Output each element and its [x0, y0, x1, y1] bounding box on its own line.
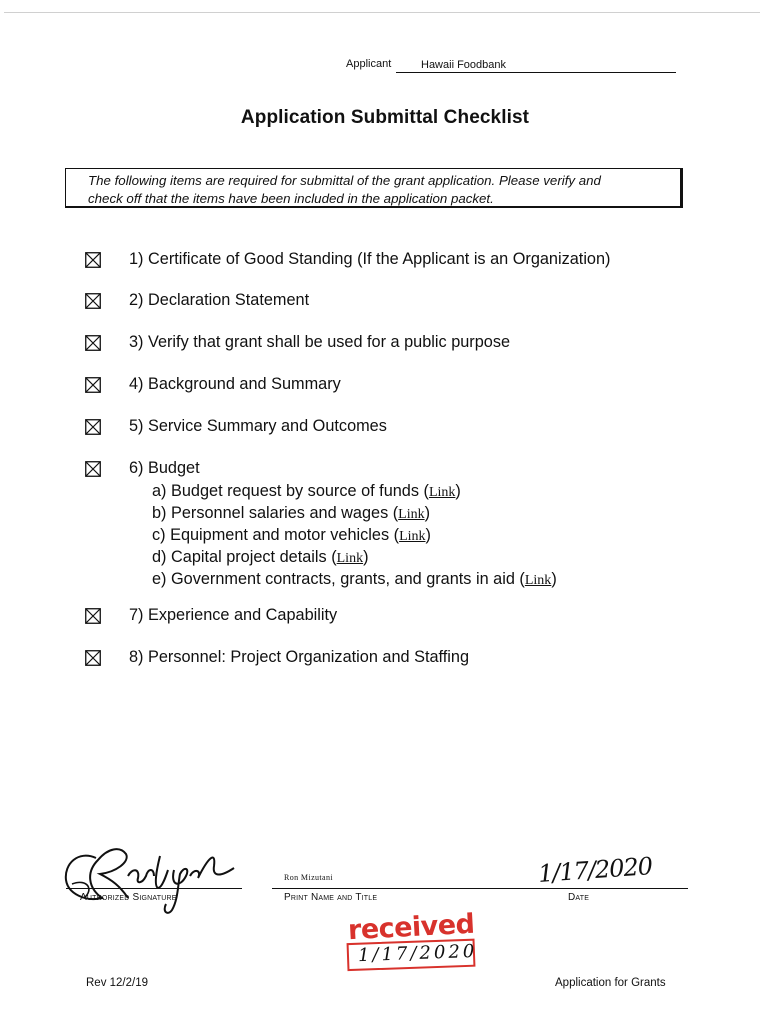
- checklist-item-label: 8) Personnel: Project Organization and Staffing: [129, 648, 469, 666]
- budget-subitem-label: c) Equipment and motor vehicles: [152, 526, 390, 544]
- budget-subitem-link[interactable]: Link: [336, 551, 364, 566]
- budget-subitem: d) Capital project details (Link): [152, 548, 369, 566]
- budget-subitem-link[interactable]: Link: [428, 485, 456, 500]
- budget-subitem-label: a) Budget request by source of funds: [152, 482, 419, 500]
- budget-subitem: c) Equipment and motor vehicles (Link): [152, 526, 431, 544]
- handwritten-signature-icon: [58, 828, 238, 918]
- checklist-item-label: 4) Background and Summary: [129, 375, 341, 393]
- signature-line: [66, 888, 242, 889]
- checklist-item-label: 6) Budget: [129, 459, 200, 477]
- date-label: Date: [568, 892, 590, 903]
- footer-title: Application for Grants: [555, 977, 666, 989]
- authorized-signature-label: Authorized Signature: [80, 892, 177, 903]
- handwritten-date: 1/17/2020: [537, 852, 653, 888]
- budget-subitem-link[interactable]: Link: [399, 529, 426, 544]
- budget-subitem: e) Government contracts, grants, and grants in aid (Link): [152, 570, 557, 588]
- print-name-value: Ron Mizutani: [284, 873, 334, 882]
- checklist-item-label: 5) Service Summary and Outcomes: [129, 417, 387, 435]
- budget-subitem-link[interactable]: Link: [398, 507, 425, 522]
- applicant-value: Hawaii Foodbank: [396, 58, 676, 73]
- name-date-line: [272, 888, 688, 889]
- checklist-item-label: 3) Verify that grant shall be used for a public purpose: [129, 333, 511, 351]
- stamp-word: received: [347, 908, 476, 947]
- revision-note: Rev 12/2/19: [86, 977, 149, 989]
- applicant-label: Applicant: [346, 58, 392, 70]
- stamp-date: 1/17/2020: [357, 940, 478, 967]
- instructions-line-1: The following items are required for submittal of the grant application. Please verify and: [88, 173, 601, 188]
- instructions-line-2: check off that the items have been included in the application packet.: [88, 191, 494, 206]
- page-title: Application Submittal Checklist: [240, 107, 530, 128]
- print-name-label: Print Name and Title: [284, 892, 378, 903]
- budget-subitem: b) Personnel salaries and wages (Link): [152, 504, 431, 522]
- budget-subitem-label: d) Capital project details: [152, 548, 327, 566]
- checklist-item-label: 2) Declaration Statement: [129, 291, 310, 309]
- received-stamp: [338, 908, 488, 974]
- budget-subitem-link[interactable]: Link: [524, 573, 552, 588]
- checklist-item-label: 7) Experience and Capability: [129, 606, 338, 624]
- budget-subitem-label: e) Government contracts, grants, and grants in aid: [152, 570, 515, 588]
- budget-subitem: a) Budget request by source of funds (Link): [152, 482, 461, 500]
- checklist-item-label: 1) Certificate of Good Standing (If the Applicant is an Organization): [129, 250, 611, 268]
- budget-subitem-label: b) Personnel salaries and wages: [152, 504, 389, 522]
